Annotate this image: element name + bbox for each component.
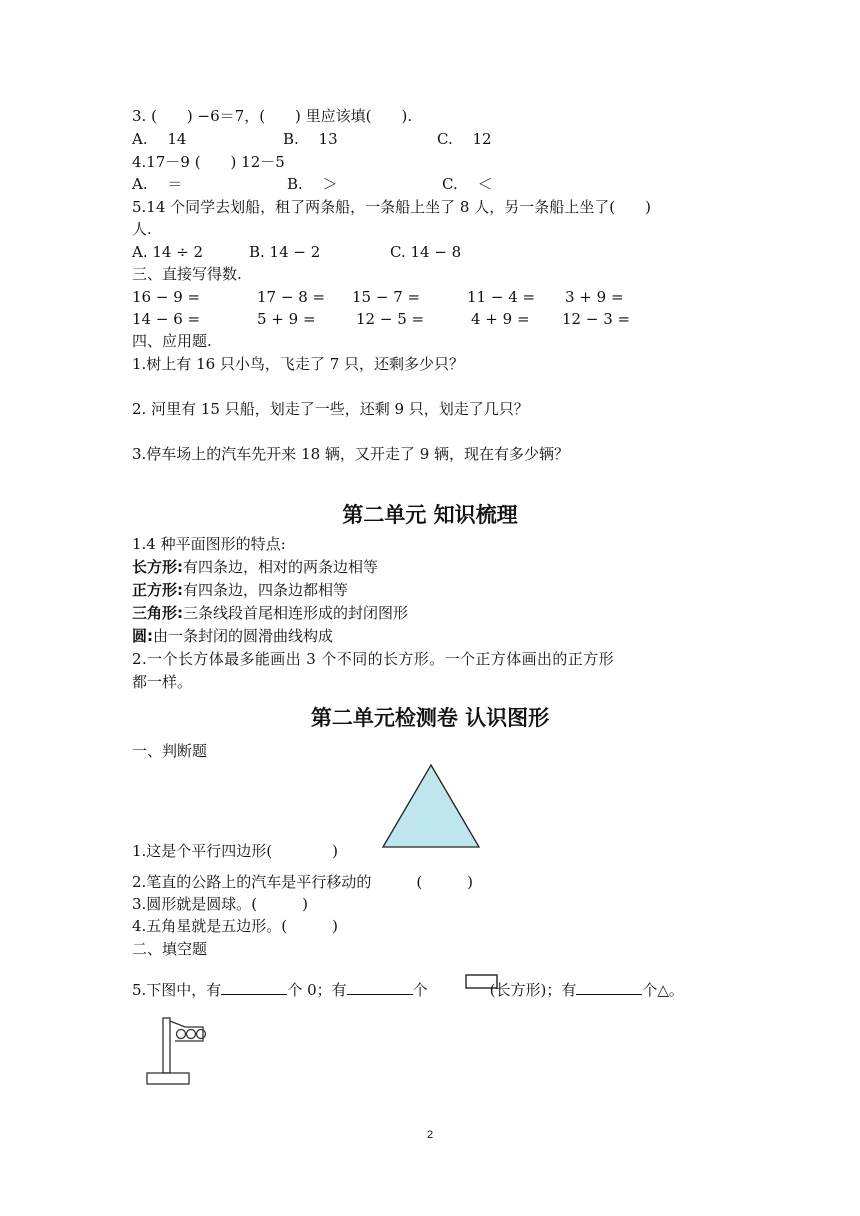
traffic-light-figure [145,1015,211,1087]
calc-item: 3 + 9 = [565,288,624,306]
calc-item: 4 + 9 = [471,310,530,328]
judge-2: 2.笔直的公路上的汽车是平行移动的 ( ) [132,873,474,891]
circle-label: 圆: [132,627,153,645]
q3-text: 3. ( ) −6＝7，( ) 里应该填( ). [132,107,413,125]
unit2-intro: 1.4 种平面图形的特点: [132,535,286,553]
f5-part-d: (长方形)；有 [489,981,577,999]
word-problem-3: 3.停车场上的汽车先开来 18 辆，又开走了 9 辆，现在有多少辆？ [132,445,570,463]
square-feature [132,580,348,600]
calc-item: 17 − 8 = [257,288,326,306]
q5-option-a: A. 14 ÷ 2 [132,243,204,261]
q5-text: 5.14 个同学去划船，租了两条船，一条船上坐了 8 人，另一条船上坐了( ) [132,198,651,216]
q4-text: 4.17－9 ( ) 12－5 [132,153,285,171]
fill-question-5 [132,980,684,1000]
judge-1: 1.这是个平行四边形( ) [132,842,339,860]
f5-part-e: 个△。 [642,981,684,999]
fill-heading: 二、填空题 [132,940,208,958]
square-text: 有四条边，四条边都相等 [183,581,349,599]
rect-feature [132,557,378,577]
test-title: 第二单元检测卷 认识图形 [310,706,550,730]
calc-item: 12 − 5 = [356,310,425,328]
circle-text: 由一条封闭的圆滑曲线构成 [153,627,334,645]
calc-item: 11 − 4 = [467,288,536,306]
rect-label: 长方形: [132,558,183,576]
calc-item: 16 − 9 = [132,288,201,306]
q3-option-a: A. 14 [132,130,187,148]
triangle-label: 三角形: [132,604,183,622]
calc-item: 14 − 6 = [132,310,201,328]
triangle-feature [132,603,408,623]
calc-item: 5 + 9 = [257,310,316,328]
q5-option-b: B. 14 − 2 [249,243,321,261]
answer-blank-triangles[interactable] [576,980,642,995]
answer-blank-rectangles[interactable] [347,980,413,995]
q4-option-c: C. ＜ [442,175,493,193]
q5-option-c: C. 14 − 8 [390,243,462,261]
judge-3: 3.圆形就是圆球。( ) [132,895,309,913]
section3-heading: 三、直接写得数. [132,265,242,283]
rect-text: 有四条边，相对的两条边相等 [183,558,379,576]
triangle-text: 三条线段首尾相连形成的封闭图形 [183,604,409,622]
unit2-note-1: 2.一个长方体最多能画出 3 个不同的长方形。一个正方体画出的正方形 [132,650,614,668]
section4-heading: 四、应用题. [132,332,212,350]
rectangle-icon [464,973,500,991]
f5-part-b: 个 0；有 [287,981,347,999]
word-problem-1: 1.树上有 16 只小鸟，飞走了 7 只，还剩多少只？ [132,355,465,373]
q5-text-cont: 人. [132,220,152,238]
unit2-title: 第二单元 知识梳理 [342,503,518,527]
triangle-figure [380,762,482,850]
q4-option-b: B. ＞ [287,175,338,193]
square-label: 正方形: [132,581,183,599]
q3-option-c: C. 12 [437,130,492,148]
unit2-note-2: 都一样。 [132,673,193,691]
q4-option-a: A. ＝ [132,175,183,193]
judge-4: 4.五角星就是五边形。( ) [132,917,339,935]
judge-heading: 一、判断题 [132,742,208,760]
circle-feature [132,626,333,646]
f5-part-a: 5.下图中，有 [132,981,222,999]
f5-part-c: 个 [412,981,428,999]
answer-blank-zeros[interactable] [221,980,287,995]
word-problem-2: 2. 河里有 15 只船，划走了一些，还剩 9 只，划走了几只？ [132,400,529,418]
calc-item: 12 − 3 = [562,310,631,328]
calc-item: 15 − 7 = [352,288,421,306]
q3-option-b: B. 13 [283,130,338,148]
page-number: 2 [426,1129,434,1141]
triangle-shape [383,765,479,847]
